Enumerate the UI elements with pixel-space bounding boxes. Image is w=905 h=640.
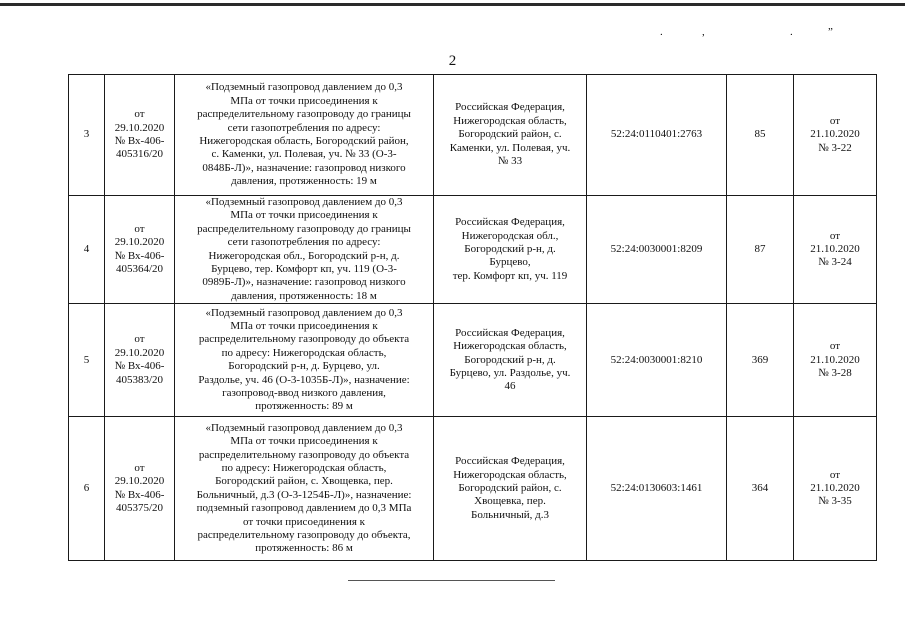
corner-mark: ” [828,26,833,38]
decision-cell: от 21.10.2020 № 3-35 [794,417,877,561]
registration-cell: от 29.10.2020 № Вх-406- 405383/20 [105,304,175,417]
address-cell: Российская Федерация, Нижегородская область, Богородский р-н, д. Бурцево, ул. Раздолье, уч. 46 [434,304,587,417]
corner-marks [660,26,860,38]
registration-cell: от 29.10.2020 № Вх-406- 405375/20 [105,417,175,561]
corner-mark: . [660,26,663,38]
area-cell: 364 [727,417,794,561]
table-row [69,417,877,561]
row-number: 5 [69,304,105,417]
cadastral-number-cell: 52:24:0030001:8209 [587,196,727,304]
area-cell: 85 [727,75,794,196]
row-number: 4 [69,196,105,304]
table-row [69,304,877,417]
row-number: 6 [69,417,105,561]
row-number: 3 [69,75,105,196]
address-cell: Российская Федерация, Нижегородская обл., Богородский р-н, д. Бурцево, тер. Комфорт кп, уч. 119 [434,196,587,304]
registration-cell: от 29.10.2020 № Вх-406- 405316/20 [105,75,175,196]
registry-table [68,74,877,561]
object-description-cell: «Подземный газопровод давлением до 0,3 МПа от точки присоединения к распределительному газопроводу до объекта по адресу: Нижегородская область, Богородский р-н, д. Бурцево, ул. Раздолье, уч. 46 (О-3-1035Б-Л)», назначение: газопровод-ввод низкого давления, протяженность: 89 м [175,304,434,417]
table-row [69,196,877,304]
top-rule [0,3,905,6]
page-number: 2 [448,53,457,69]
object-description-cell: «Подземный газопровод давлением до 0,3 МПа от точки присоединения к распределительному газопроводу до объекта по адресу: Нижегородская область, Богородский район, с. Хвощевка, пер. Больничный, д.3 (О-3-1254Б-Л)», назначение: подземный газопровод давлением до 0,3 МПа от точки присоединения к распределительному газопроводу до объекта, протяженность: 86 м [175,417,434,561]
cadastral-number-cell: 52:24:0030001:8210 [587,304,727,417]
corner-mark: , [702,26,705,38]
decision-cell: от 21.10.2020 № 3-28 [794,304,877,417]
object-description-cell: «Подземный газопровод давлением до 0,3 МПа от точки присоединения к распределительному газопроводу до границы сети газопотребления по адресу: Нижегородская обл., Богородский р-н, д. Бурцево, тер. Комфорт кп, уч. 119 (О-3- 0989Б-Л)», назначение: газопровод низкого давления, протяженность: 18 м [175,196,434,304]
area-cell: 87 [727,196,794,304]
cadastral-number-cell: 52:24:0130603:1461 [587,417,727,561]
decision-cell: от 21.10.2020 № 3-24 [794,196,877,304]
footer-rule [348,580,555,581]
decision-cell: от 21.10.2020 № 3-22 [794,75,877,196]
address-cell: Российская Федерация, Нижегородская область, Богородский район, с. Хвощевка, пер. Больничный, д.3 [434,417,587,561]
address-cell: Российская Федерация, Нижегородская область, Богородский район, с. Каменки, ул. Полевая, уч. № 33 [434,75,587,196]
corner-mark: . [790,26,793,38]
registration-cell: от 29.10.2020 № Вх-406- 405364/20 [105,196,175,304]
table-row [69,75,877,196]
object-description-cell: «Подземный газопровод давлением до 0,3 МПа от точки присоединения к распределительному газопроводу до границы сети газопотребления по адресу: Нижегородская область, Богородский район, с. Каменки, ул. Полевая, уч. № 33 (О-3- 0848Б-Л)», назначение: газопровод низкого давления, протяженность: 19 м [175,75,434,196]
area-cell: 369 [727,304,794,417]
cadastral-number-cell: 52:24:0110401:2763 [587,75,727,196]
